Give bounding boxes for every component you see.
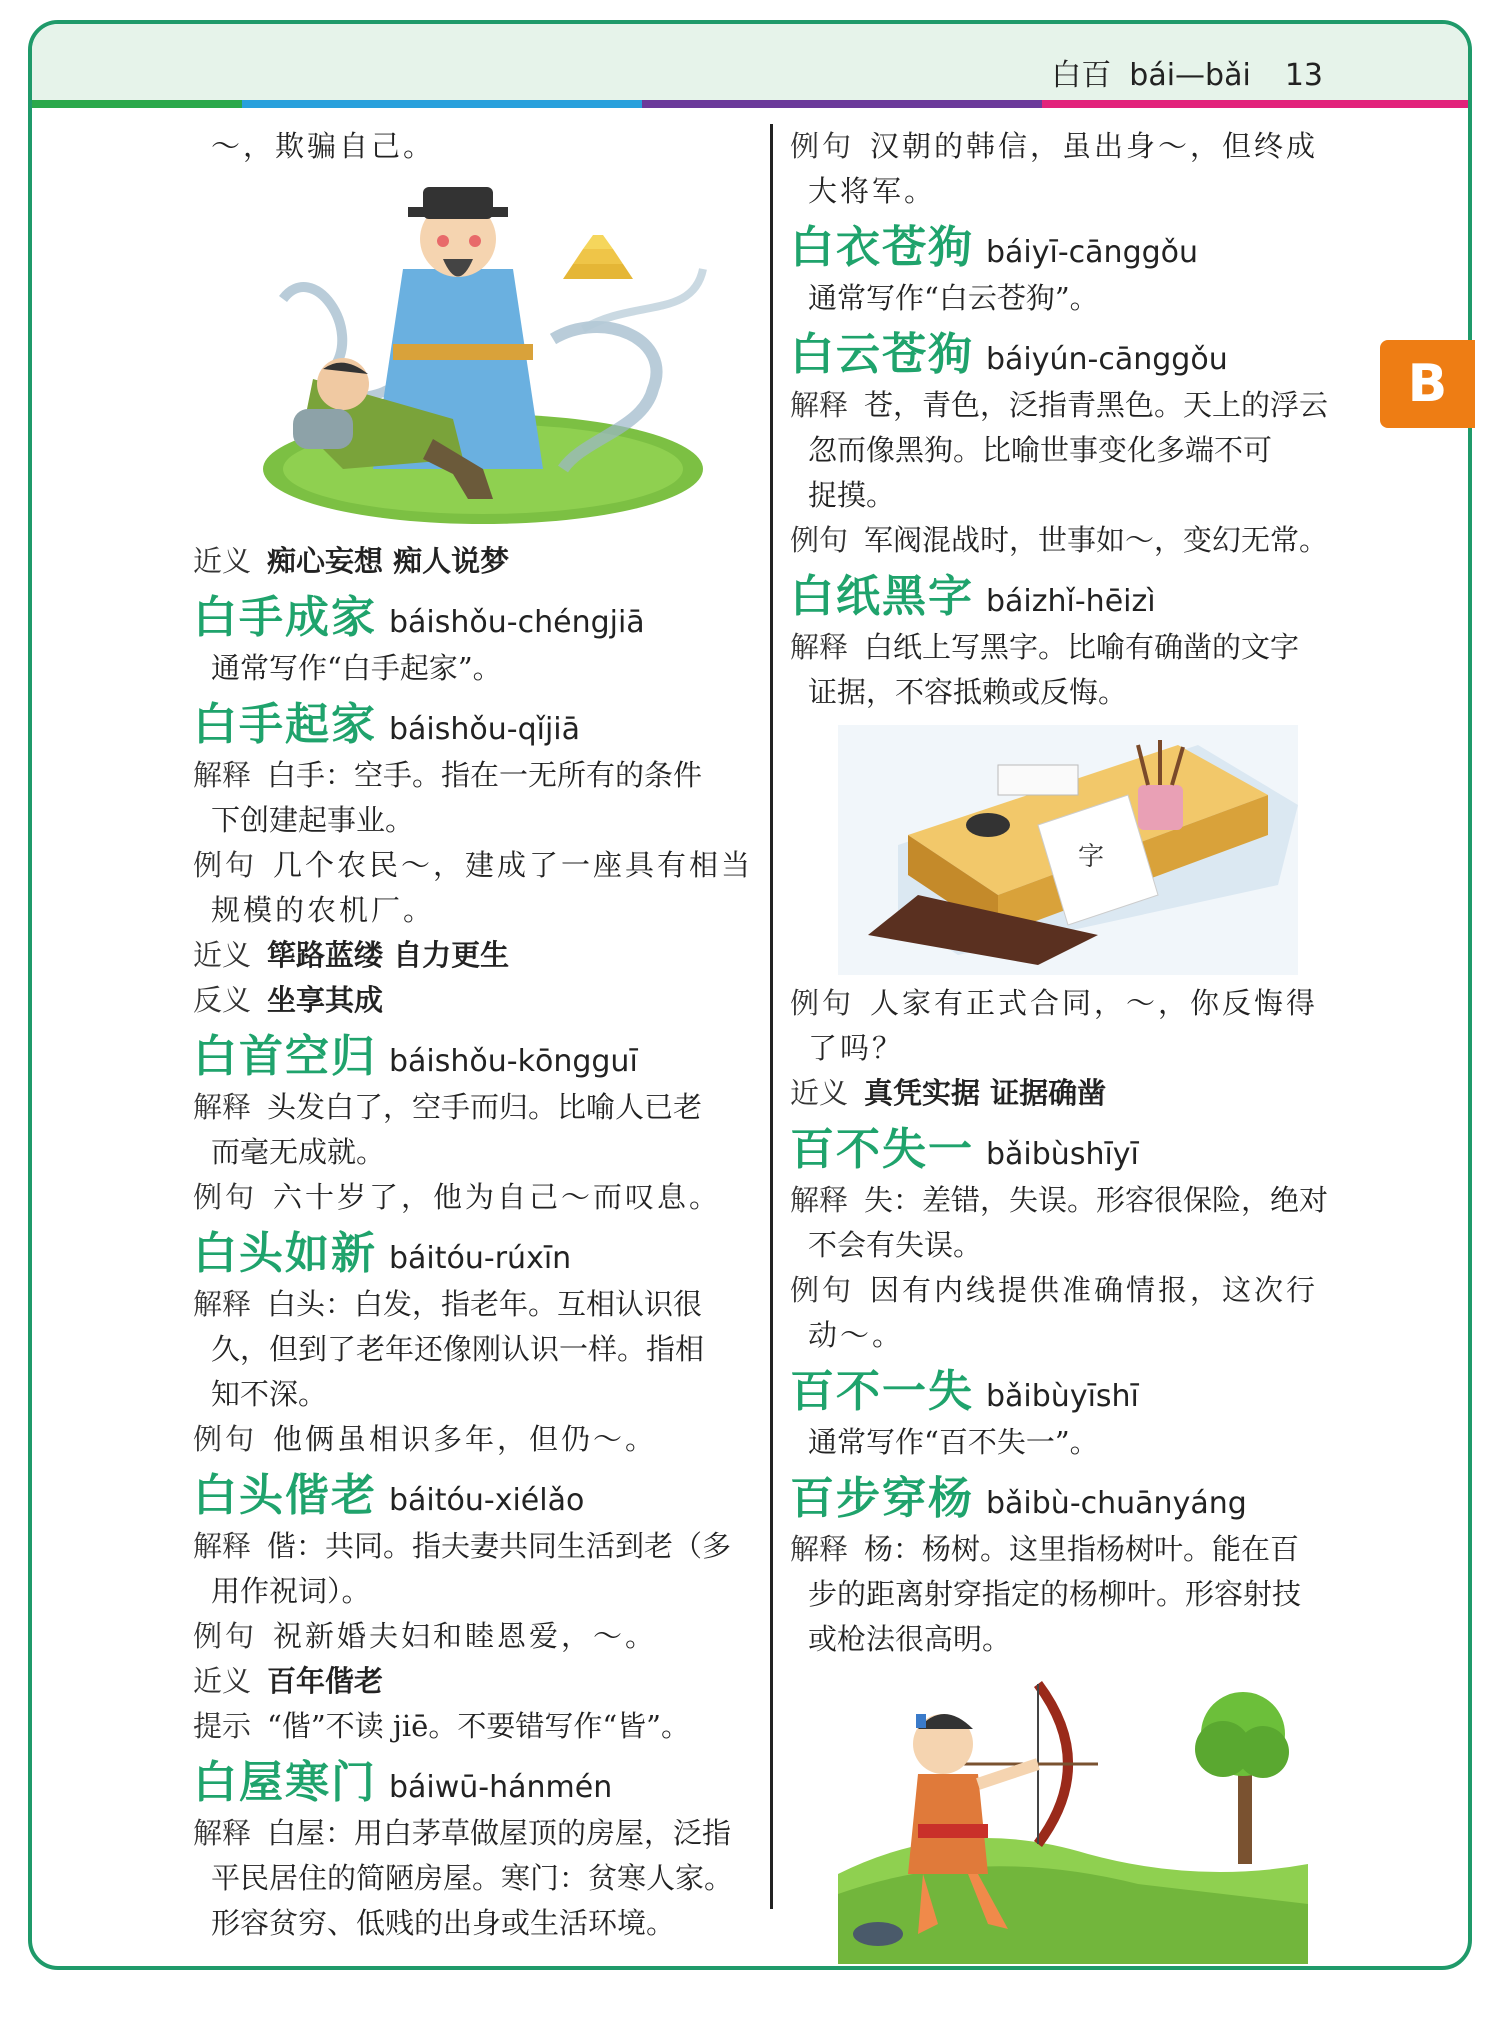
idiom-entry-b-ib-sh-y <box>790 1122 1358 1358</box>
color-bar-segment <box>642 100 1042 108</box>
idiom-headword[interactable]: 白衣苍狗 <box>790 222 974 273</box>
definition-line <box>193 1659 760 1704</box>
continuation-line <box>790 1313 1358 1358</box>
continuation-line <box>790 276 1358 321</box>
idiom-entry-b-ib-y-sh <box>790 1364 1358 1465</box>
idiom-headword-line <box>790 569 1358 625</box>
definition-line <box>193 753 760 798</box>
idiom-headword-line <box>790 327 1358 383</box>
definition-line <box>193 1524 760 1569</box>
idiom-headword-line <box>193 697 760 753</box>
line-keyword: 例句 <box>790 523 849 557</box>
continuation-line <box>193 1901 760 1946</box>
idiom-headword[interactable]: 白手成家 <box>193 592 377 643</box>
line-text: 汉朝的韩信，虽出身～，但终成 <box>870 129 1319 163</box>
line-text: 祝新婚夫妇和睦恩爱，～。 <box>273 1619 658 1653</box>
line-text: 久，但到了老年还像刚认识一样。指相 <box>211 1332 705 1366</box>
line-keyword: 解释 <box>193 1090 252 1124</box>
line-text: 几个农民～，建成了一座具有相当 <box>273 848 754 882</box>
line-text: 动～。 <box>808 1318 905 1352</box>
synonyms-line <box>193 539 760 584</box>
continuation-line <box>790 1420 1358 1465</box>
line-keyword: 例句 <box>790 129 855 163</box>
continuation-line <box>790 1572 1358 1617</box>
line-text: 坐享其成 <box>267 983 384 1017</box>
line-text: 白头：白发，指老年。互相认识很 <box>267 1287 703 1321</box>
column-divider <box>770 124 773 1909</box>
line-text: 而毫无成就。 <box>211 1135 386 1169</box>
line-keyword: 解释 <box>193 1287 252 1321</box>
definition-line <box>790 383 1358 428</box>
section-tab[interactable] <box>1380 340 1475 428</box>
idiom-headword[interactable]: 白纸黑字 <box>790 571 974 622</box>
line-text: 知不深。 <box>211 1377 328 1411</box>
idiom-pinyin: báitóu-rúxīn <box>389 1241 572 1276</box>
right-top-lines <box>790 124 1358 214</box>
idiom-entry-b-it-u-r-x-n <box>193 1226 760 1462</box>
line-keyword: 解释 <box>790 1532 849 1566</box>
continuation-line <box>790 1223 1358 1268</box>
idiom-headword-line <box>790 1122 1358 1178</box>
definition-line <box>193 1614 760 1659</box>
line-text: 白纸上写黑字。比喻有确凿的文字 <box>864 630 1300 664</box>
definition-line <box>193 843 760 888</box>
idiom-pinyin: báishǒu-kōngguī <box>389 1044 638 1079</box>
idiom-headword-line <box>193 1226 760 1282</box>
running-head-pinyin: bái—bǎi <box>1129 58 1251 93</box>
synonyms-text: 痴心妄想 痴人说梦 <box>267 544 510 578</box>
continuation-line <box>193 1372 760 1417</box>
header-color-bar <box>32 100 1468 108</box>
line-keyword: 提示 <box>193 1709 252 1743</box>
illustration-writing-desk <box>838 725 1298 975</box>
left-column <box>193 124 760 1946</box>
idiom-headword-line <box>790 220 1358 276</box>
definition-line <box>193 1282 760 1327</box>
continuation-line <box>193 1130 760 1175</box>
idiom-entry-b-ish-u-q-ji <box>193 697 760 1023</box>
line-text: 百年偕老 <box>267 1664 384 1698</box>
line-text: 白屋：用白茅草做屋顶的房屋，泛指 <box>267 1816 732 1850</box>
idiom-headword[interactable]: 百不失一 <box>790 1124 974 1175</box>
idiom-headword-line <box>193 1468 760 1524</box>
idiom-entry-b-it-u-xi-l-o <box>193 1468 760 1749</box>
definition-line <box>790 1071 1358 1116</box>
idiom-headword[interactable]: 白头偕老 <box>193 1470 377 1521</box>
definition-line <box>193 1175 760 1220</box>
definition-line <box>193 1417 760 1462</box>
line-text: 通常写作“白手起家”。 <box>211 651 502 685</box>
idiom-pinyin: báizhǐ-hēizì <box>986 584 1156 619</box>
idiom-headword[interactable]: 白头如新 <box>193 1228 377 1279</box>
definition-line <box>790 625 1358 670</box>
page-header <box>32 24 1468 100</box>
idiom-headword-line <box>790 1471 1358 1527</box>
idiom-pinyin: báiwū-hánmén <box>389 1770 613 1805</box>
line-keyword: 例句 <box>790 1273 855 1307</box>
right-entries-b <box>790 1122 1358 1662</box>
line-keyword: 反义 <box>193 983 252 1017</box>
line-text: 他俩虽相识多年，但仍～。 <box>273 1422 658 1456</box>
continuation-line <box>790 428 1358 473</box>
section-tab-letter: B <box>1407 354 1448 414</box>
line-text: “偕”不读 jiē。不要错写作“皆”。 <box>267 1709 690 1743</box>
idiom-entry-b-ib-chu-ny-ng <box>790 1471 1358 1662</box>
line-text: 通常写作“白云苍狗”。 <box>808 281 1099 315</box>
line-text: 下创建起事业。 <box>211 803 415 837</box>
right-column <box>790 124 1358 1964</box>
idiom-pinyin: bǎibù-chuānyáng <box>986 1486 1247 1521</box>
idiom-headword-line <box>193 1029 760 1085</box>
definition-line <box>193 978 760 1023</box>
idiom-entry-b-ish-u-ch-ngji <box>193 590 760 691</box>
line-keyword: 近义 <box>193 938 252 972</box>
line-text: 苍，青色，泛指青黑色。天上的浮云 <box>864 388 1329 422</box>
definition-line <box>790 1527 1358 1572</box>
illustration-archer <box>838 1674 1308 1964</box>
continuation-line <box>193 888 760 933</box>
right-after-illus-lines <box>790 981 1358 1116</box>
line-keyword: 例句 <box>193 1180 258 1214</box>
idiom-headword[interactable]: 百步穿杨 <box>790 1473 974 1524</box>
line-text: 偕：共同。指夫妻共同生活到老（多 <box>267 1529 732 1563</box>
definition-line <box>790 1268 1358 1313</box>
paper-character: 字 <box>1078 842 1105 872</box>
line-keyword: 解释 <box>193 1816 252 1850</box>
idiom-entry-b-ish-u-k-nggu <box>193 1029 760 1220</box>
line-keyword: 例句 <box>790 986 855 1020</box>
idiom-headword[interactable]: 百不一失 <box>790 1366 974 1417</box>
idiom-headword[interactable]: 白首空归 <box>193 1031 377 1082</box>
continuation-text-value: ～，欺骗自己。 <box>211 129 436 163</box>
color-bar-segment <box>1042 100 1468 108</box>
continuation-line <box>790 1026 1358 1071</box>
continuation-line <box>790 670 1358 715</box>
idiom-pinyin: báiyī-cānggǒu <box>986 235 1199 270</box>
line-text: 六十岁了，他为自己～而叹息。 <box>273 1180 722 1214</box>
line-text: 或枪法很高明。 <box>808 1622 1012 1656</box>
definition-line <box>193 1811 760 1856</box>
line-keyword: 近义 <box>790 1076 849 1110</box>
continuation-line <box>193 798 760 843</box>
continuation-line <box>790 1617 1358 1662</box>
definition-line <box>193 1704 760 1749</box>
idiom-entry-b-izh-h-iz <box>790 569 1358 715</box>
definition-line <box>193 1085 760 1130</box>
illustration-official-gold <box>253 169 723 539</box>
idiom-entry-b-iy-c-ngg-u <box>790 220 1358 321</box>
line-keyword: 例句 <box>193 1619 258 1653</box>
definition-line <box>790 518 1358 563</box>
idiom-headword-line <box>193 590 760 646</box>
archer-aiming-at-tree-illustration <box>838 1674 1308 1964</box>
continuation-line <box>790 473 1358 518</box>
idiom-pinyin: báishǒu-qǐjiā <box>389 712 581 747</box>
line-text: 因有内线提供准确情报，这次行 <box>870 1273 1319 1307</box>
idiom-pinyin: báishǒu-chéngjiā <box>389 605 645 640</box>
idiom-pinyin: báiyún-cānggǒu <box>986 342 1228 377</box>
idiom-pinyin: báitóu-xiélǎo <box>389 1483 585 1518</box>
line-text: 用作祝词）。 <box>211 1574 371 1608</box>
continuation-line <box>193 1569 760 1614</box>
continuation-line <box>790 169 1358 214</box>
line-keyword: 解释 <box>193 1529 252 1563</box>
line-text: 规模的农机厂。 <box>211 893 436 927</box>
line-text: 步的距离射穿指定的杨柳叶。形容射技 <box>808 1577 1302 1611</box>
definition-line <box>193 933 760 978</box>
line-text: 杨：杨树。这里指杨树叶。能在百 <box>864 1532 1300 1566</box>
line-text: 军阀混战时，世事如～，变幻无常。 <box>864 523 1329 557</box>
idiom-headword[interactable]: 白手起家 <box>193 699 377 750</box>
running-head-chars: 白百 <box>1051 58 1112 93</box>
left-entries <box>193 590 760 1946</box>
official-with-gold-and-sleeping-man-illustration <box>253 169 723 539</box>
line-text: 证据，不容抵赖或反悔。 <box>808 675 1128 709</box>
line-keyword: 解释 <box>790 630 849 664</box>
line-text: 白手：空手。指在一无所有的条件 <box>267 758 703 792</box>
line-text: 大将军。 <box>808 174 937 208</box>
writing-desk-with-brush-and-paper-illustration <box>838 725 1298 975</box>
synonyms-label: 近义 <box>193 544 252 578</box>
color-bar-segment <box>242 100 642 108</box>
running-head <box>1033 50 1323 94</box>
line-text: 不会有失误。 <box>808 1228 983 1262</box>
idiom-headword-line <box>790 1364 1358 1420</box>
line-keyword: 解释 <box>193 758 252 792</box>
line-text: 真凭实据 证据确凿 <box>864 1076 1107 1110</box>
definition-line <box>790 124 1358 169</box>
idiom-entry-b-iw-h-nm-n <box>193 1755 760 1946</box>
definition-line <box>790 981 1358 1026</box>
line-text: 形容贫穷、低贱的出身或生活环境。 <box>211 1906 676 1940</box>
line-text: 忽而像黑狗。比喻世事变化多端不可 <box>808 433 1273 467</box>
idiom-pinyin: bǎibùyīshī <box>986 1379 1139 1414</box>
right-entries-a <box>790 220 1358 715</box>
line-keyword: 近义 <box>193 1664 252 1698</box>
continuation-line <box>193 1327 760 1372</box>
idiom-pinyin: bǎibùshīyī <box>986 1137 1139 1172</box>
continuation-line <box>193 1856 760 1901</box>
line-text: 头发白了，空手而归。比喻人已老 <box>267 1090 703 1124</box>
line-text: 人家有正式合同，～，你反悔得 <box>870 986 1319 1020</box>
line-text: 平民居住的简陋房屋。寒门：贫寒人家。 <box>211 1861 734 1895</box>
continuation-line <box>193 646 760 691</box>
line-text: 了吗？ <box>808 1031 905 1065</box>
line-keyword: 解释 <box>790 1183 849 1217</box>
line-text: 失：差错，失误。形容很保险，绝对 <box>864 1183 1329 1217</box>
definition-line <box>790 1178 1358 1223</box>
idiom-entry-b-iy-n-c-ngg-u <box>790 327 1358 563</box>
color-bar-segment <box>32 100 242 108</box>
idiom-headword[interactable]: 白屋寒门 <box>193 1757 377 1808</box>
line-keyword: 解释 <box>790 388 849 422</box>
idiom-headword[interactable]: 白云苍狗 <box>790 329 974 380</box>
continuation-text <box>193 124 760 169</box>
idiom-headword-line <box>193 1755 760 1811</box>
line-text: 捉摸。 <box>808 478 896 512</box>
line-text: 通常写作“百不失一”。 <box>808 1425 1099 1459</box>
line-keyword: 例句 <box>193 848 258 882</box>
line-text: 筚路蓝缕 自力更生 <box>267 938 510 972</box>
line-keyword: 例句 <box>193 1422 258 1456</box>
page-number: 13 <box>1284 58 1323 93</box>
